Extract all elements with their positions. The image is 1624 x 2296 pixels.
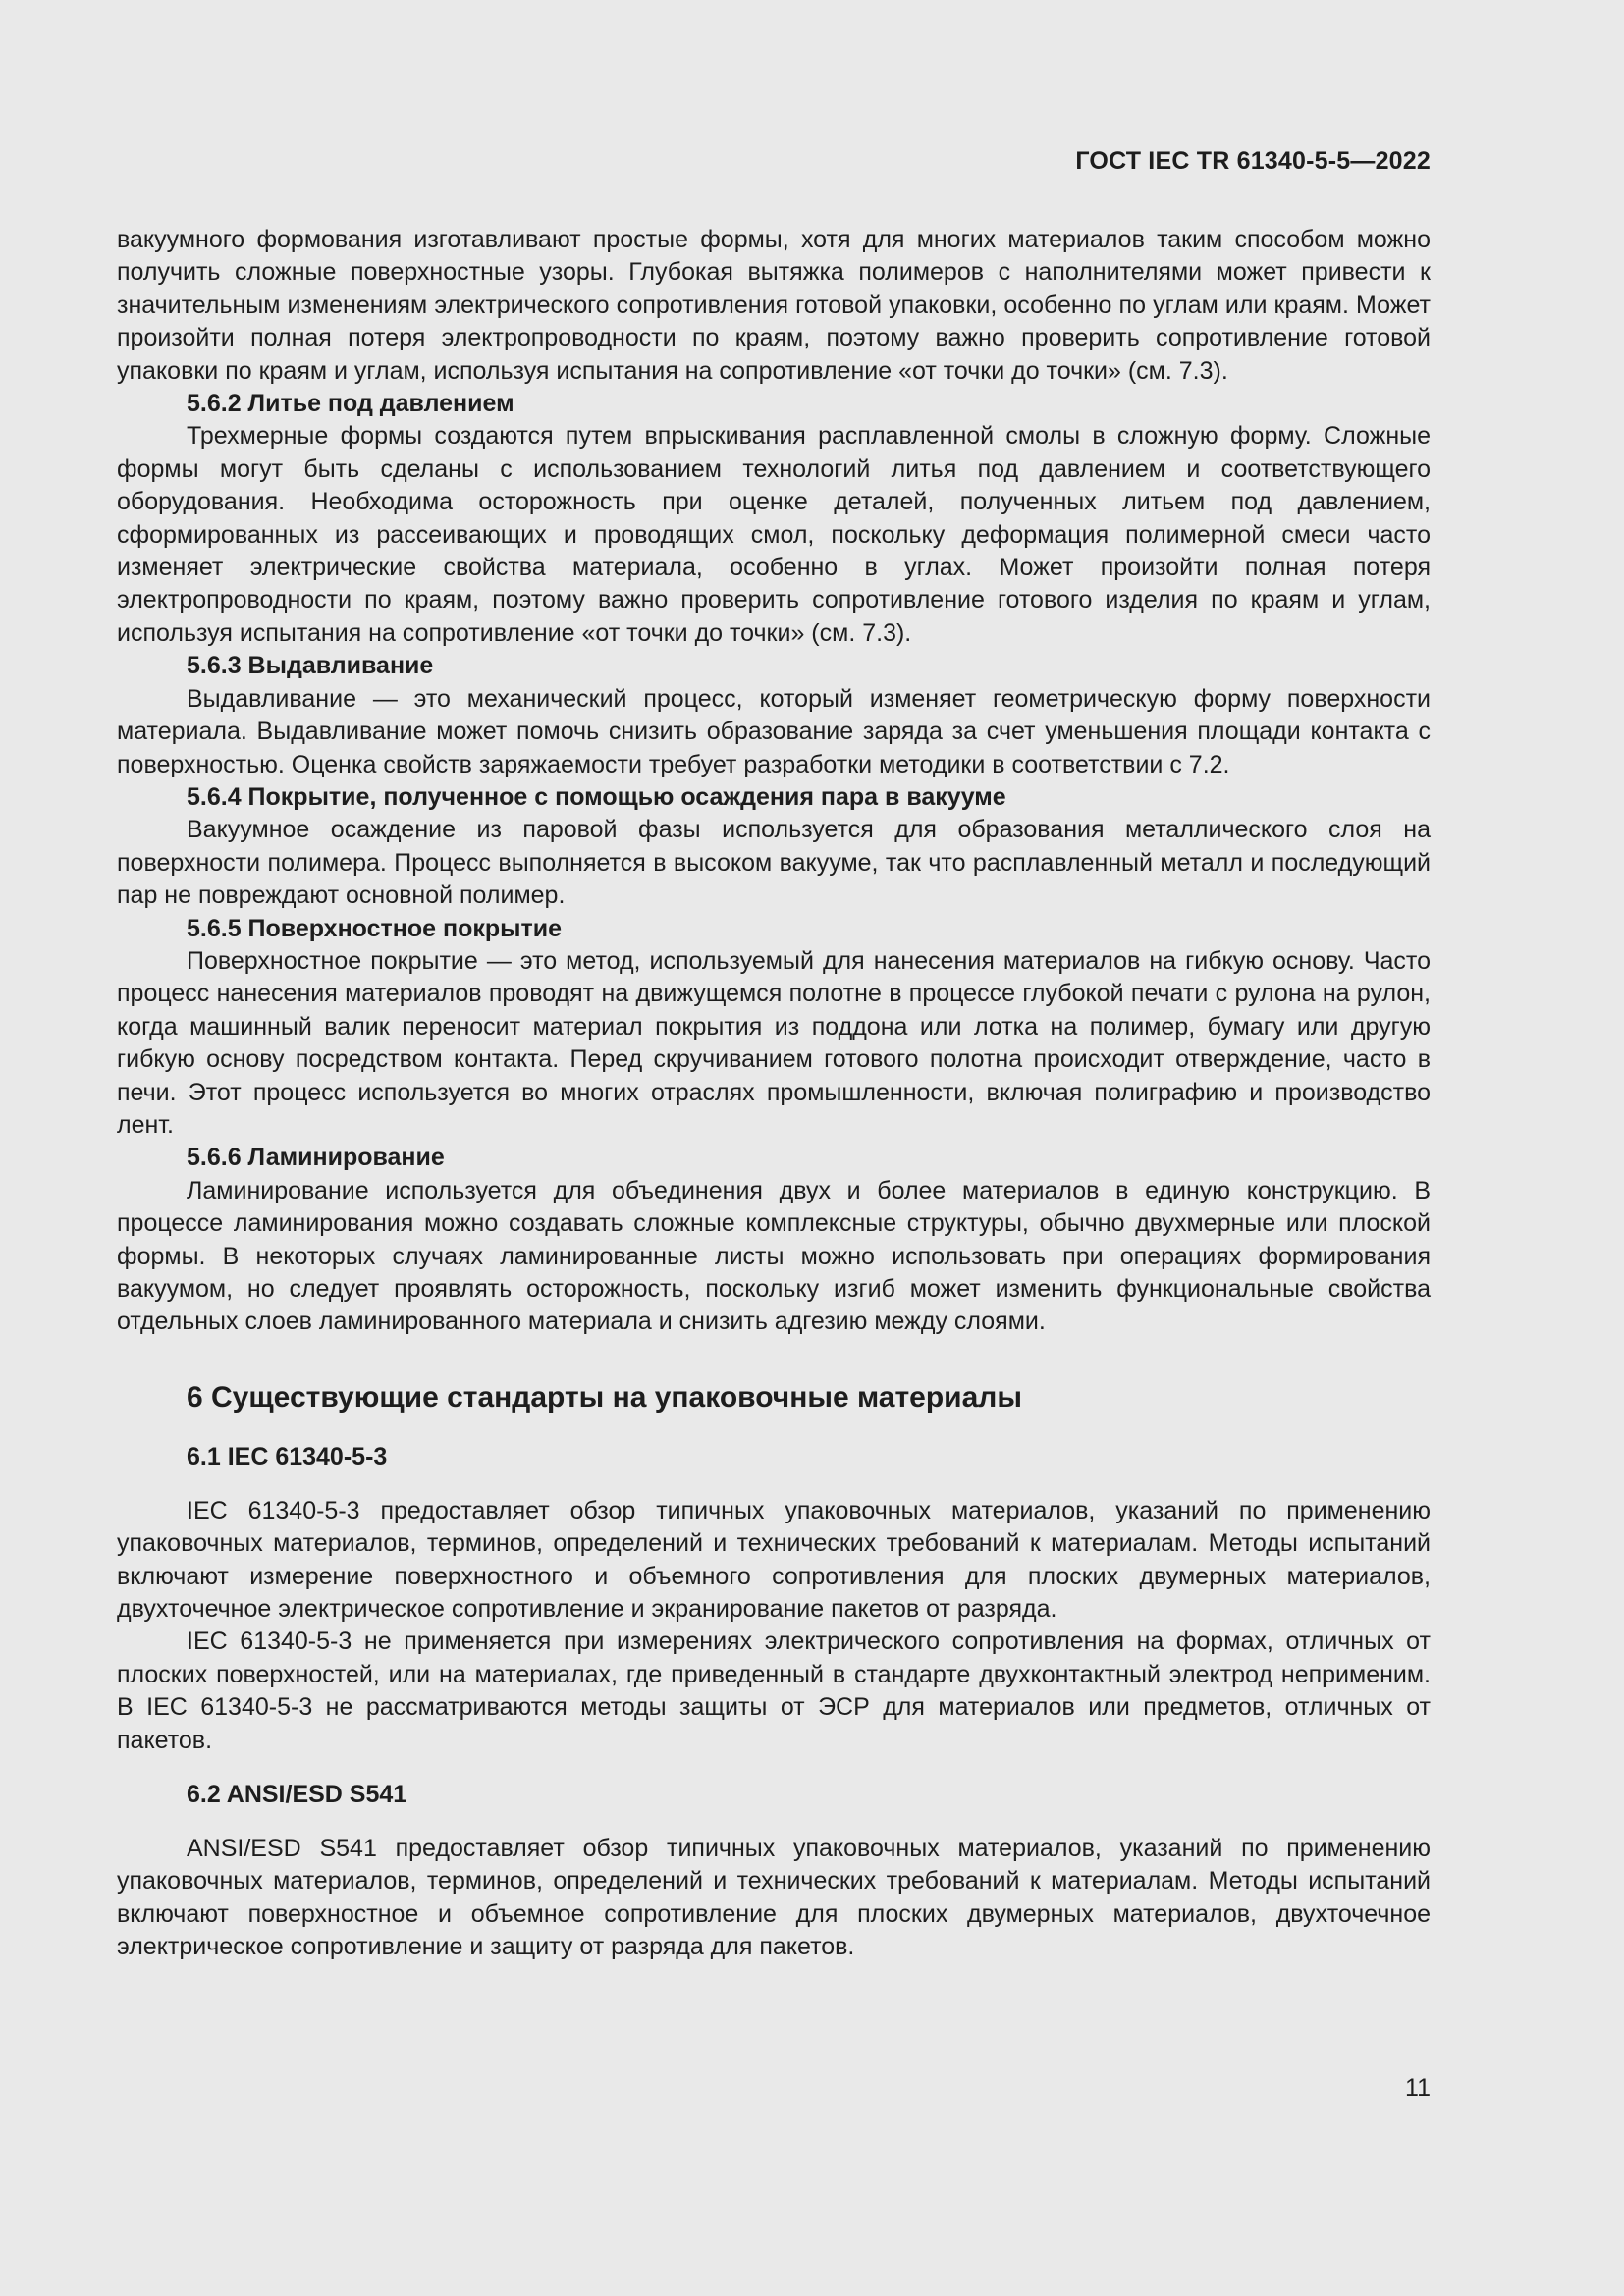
paragraph-5-6-2: Трехмерные формы создаются путем впрыскивания расплавленной смолы в сложную форму. Сложные формы могут быть сделаны с использованием технологий литья под давлением и соответствующего оборудования. Необходима осторожность при оценке деталей, полученных литьем под давлением, сформированных из рассеивающих и проводящих смол, поскольку деформация полимерной смеси часто изменяет электрические свойства материала, особенно в углах. Может произойти полная потеря электропроводности по краям, поэтому важно проверить сопротивление готового изделия по краям и углам, используя испытания на сопротивление «от точки до точки» (см. 7.3). bbox=[117, 422, 1431, 647]
paragraph-5-6-3: Выдавливание — это механический процесс, который изменяет геометрическую форму поверхности материала. Выдавливание может помочь снизить образование заряда за счет уменьшения площади контакта с поверхностью. Оценка свойств заряжаемости требует разработки методики в соответствии с 7.2. bbox=[117, 684, 1431, 778]
heading-5-6-3: 5.6.3 Выдавливание bbox=[187, 652, 434, 680]
heading-5-6-5: 5.6.5 Поверхностное покрытие bbox=[187, 914, 563, 942]
heading-5-6-2: 5.6.2 Литье под давлением bbox=[187, 390, 514, 418]
heading-6-1: 6.1 IEC 61340-5-3 bbox=[187, 1442, 388, 1470]
paragraph-6-2: ANSI/ESD S541 предоставляет обзор типичных упаковочных материалов, указаний по применению упаковочных материалов, терминов, определений и технических требований к материалам. Методы испытаний включают поверхностное и объемное сопротивление для плоских двумерных материалов, двухточечное электрическое сопротивление и защиту от разряда для пакетов. bbox=[117, 1835, 1431, 1961]
paragraph-6-1-b: IEC 61340-5-3 не применяется при измерениях электрического сопротивления на формах, отличных от плоских поверхностей, или на материалах, где приведенный в стандарте двухконтактный электрод неприменим. В IEC 61340-5-3 не рассматриваются методы защиты от ЭСР для материалов или предметов, отличных от пакетов. bbox=[117, 1628, 1431, 1754]
heading-6-2: 6.2 ANSI/ESD S541 bbox=[187, 1781, 407, 1809]
paragraph-5-6-5: Поверхностное покрытие — это метод, используемый для нанесения материалов на гибкую основу. Часто процесс нанесения материалов проводят на движущемся полотне в процессе глубокой печати с рулона на рулон, когда машинный валик переносит материал покрытия из поддона или лотка на полимер, бумагу или другую гибкую основу посредством контакта. Перед скручиванием готового полотна происходит отверждение, часто в печи. Этот процесс используется во многих отраслях промышленности, включая полиграфию и производство лент. bbox=[117, 946, 1431, 1139]
paragraph-5-6-6: Ламинирование используется для объединения двух и более материалов в единую конструкцию. В процессе ламинирования можно создавать сложные комплексные структуры, обычно двухмерные или плоской формы. В некоторых случаях ламинированные листы можно использовать при операциях формирования вакуумом, но следует проявлять осторожность, поскольку изгиб может изменить функциональные свойства отдельных слоев ламинированного материала и снизить адгезию между слоями. bbox=[117, 1176, 1431, 1336]
heading-section-6: 6 Существующие стандарты на упаковочные материалы bbox=[187, 1380, 1022, 1414]
heading-5-6-4: 5.6.4 Покрытие, полученное с помощью осаждения пара в вакууме bbox=[187, 782, 1006, 811]
page-number: 11 bbox=[1405, 2074, 1431, 2102]
heading-5-6-6: 5.6.6 Ламинирование bbox=[187, 1144, 445, 1172]
paragraph-6-1-a: IEC 61340-5-3 предоставляет обзор типичных упаковочных материалов, указаний по применению упаковочных материалов, терминов, определений и технических требований к материалам. Методы испытаний включают измерение поверхностного и объемного сопротивления для плоских двумерных материалов, двухточечное электрическое сопротивление и экранирование пакетов от разряда. bbox=[117, 1496, 1431, 1624]
page-body bbox=[117, 224, 1431, 1964]
paragraph-intro: вакуумного формования изготавливают простые формы, хотя для многих материалов таким способом можно получить сложные поверхностные узоры. Глубокая вытяжка полимеров с наполнителями может привести к значительным изменениям электрического сопротивления готовой упаковки, особенно по углам или краям. Может произойти полная потеря электропроводности по краям, поэтому важно проверить сопротивление готовой упаковки по краям и углам, используя испытания на сопротивление «от точки до точки» (см. 7.3). bbox=[117, 226, 1431, 385]
document-id-header: ГОСТ IEC TR 61340-5-5—2022 bbox=[1075, 147, 1431, 175]
paragraph-5-6-4: Вакуумное осаждение из паровой фазы используется для образования металлического слоя на поверхности полимера. Процесс выполняется в высоком вакууме, так что расплавленный металл и последующий пар не повреждают основной полимер. bbox=[117, 816, 1431, 910]
